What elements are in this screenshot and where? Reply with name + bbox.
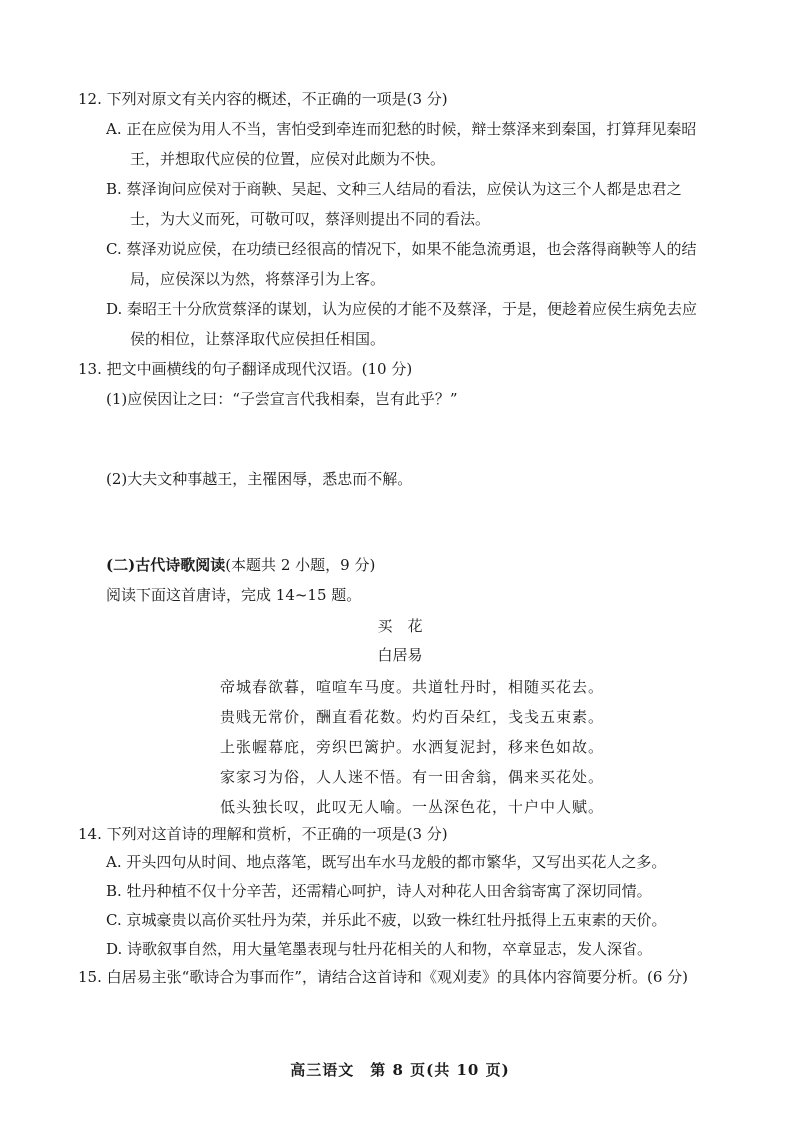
q14-option-b: B. 牡丹种植不仅十分辛苦，还需精心呵护，诗人对种花人田舍翁寄寓了深切同情。 xyxy=(106,882,652,900)
q12-option-a-line2: 王，并想取代应侯的位置，应侯对此颇为不快。 xyxy=(130,150,446,168)
q13-sentence-1: (1)应侯因让之曰：“子尝宣言代我相秦，岂有此乎？” xyxy=(106,390,458,408)
section-instruction: 阅读下面这首唐诗，完成 14~15 题。 xyxy=(106,586,362,604)
q14-option-a: A. 开头四句从时间、地点落笔，既写出车水马龙般的都市繁华，又写出买花人之多。 xyxy=(106,853,667,871)
q12-stem: 12. 下列对原文有关内容的概述，不正确的一项是(3 分) xyxy=(78,90,448,108)
q12-option-c-line2: 局，应侯深以为然，将蔡泽引为上客。 xyxy=(130,270,386,288)
section-heading xyxy=(106,555,375,575)
section-note: (本题共 2 小题，9 分) xyxy=(225,556,376,574)
poem-author: 白居易 xyxy=(377,646,423,664)
poem-line: 上张幄幕庇，旁织巴篱护。水洒复泥封，移来色如故。 xyxy=(220,738,605,756)
q15-stem: 15. 白居易主张“歌诗合为事而作”，请结合这首诗和《观刈麦》的具体内容简要分析。(6 分) xyxy=(78,968,688,986)
q14-option-c: C. 京城豪贵以高价买牡丹为荣，并乐此不疲，以致一株红牡丹抵得上五束素的天价。 xyxy=(106,911,667,929)
q12-option-b-line2: 士，为大义而死，可敬可叹，蔡泽则提出不同的看法。 xyxy=(130,210,491,228)
poem-line: 贵贱无常价，酬直看花数。灼灼百朵红，戋戋五束素。 xyxy=(220,708,605,726)
page-footer: 高三语文 第 8 页(共 10 页) xyxy=(290,1061,510,1079)
poem-line: 帝城春欲暮，喧喧车马度。共道牡丹时，相随买花去。 xyxy=(220,678,605,696)
q12-option-b-line1: B. 蔡泽询问应侯对于商鞅、吴起、文种三人结局的看法，应侯认为这三个人都是忠君之 xyxy=(106,180,682,198)
q12-option-a-line1: A. 正在应侯为用人不当，害怕受到牵连而犯愁的时候，辩士蔡泽来到秦国，打算拜见秦昭 xyxy=(106,120,697,138)
section-title: (二)古代诗歌阅读 xyxy=(106,556,226,574)
q12-option-c-line1: C. 蔡泽劝说应侯，在功绩已经很高的情况下，如果不能急流勇退，也会落得商鞅等人的结 xyxy=(106,240,697,258)
q13-stem: 13. 把文中画横线的句子翻译成现代汉语。(10 分) xyxy=(78,360,413,378)
q13-sentence-2: (2)大夫文种事越王，主罹困辱，悉忠而不解。 xyxy=(106,470,413,488)
poem-title: 买 花 xyxy=(377,617,423,635)
q14-option-d: D. 诗歌叙事自然，用大量笔墨表现与牡丹花相关的人和物，卒章显志，发人深省。 xyxy=(106,940,653,958)
poem-line: 家家习为俗，人人迷不悟。有一田舍翁，偶来买花处。 xyxy=(220,768,605,786)
q12-option-d-line2: 侯的相位，让蔡泽取代应侯担任相国。 xyxy=(130,330,386,348)
q14-stem: 14. 下列对这首诗的理解和赏析，不正确的一项是(3 分) xyxy=(78,825,448,843)
poem-line: 低头独长叹，此叹无人喻。一丛深色花，十户中人赋。 xyxy=(220,798,605,816)
q12-option-d-line1: D. 秦昭王十分欣赏蔡泽的谋划，认为应侯的才能不及蔡泽，于是，便趁着应侯生病免去应 xyxy=(106,300,698,318)
